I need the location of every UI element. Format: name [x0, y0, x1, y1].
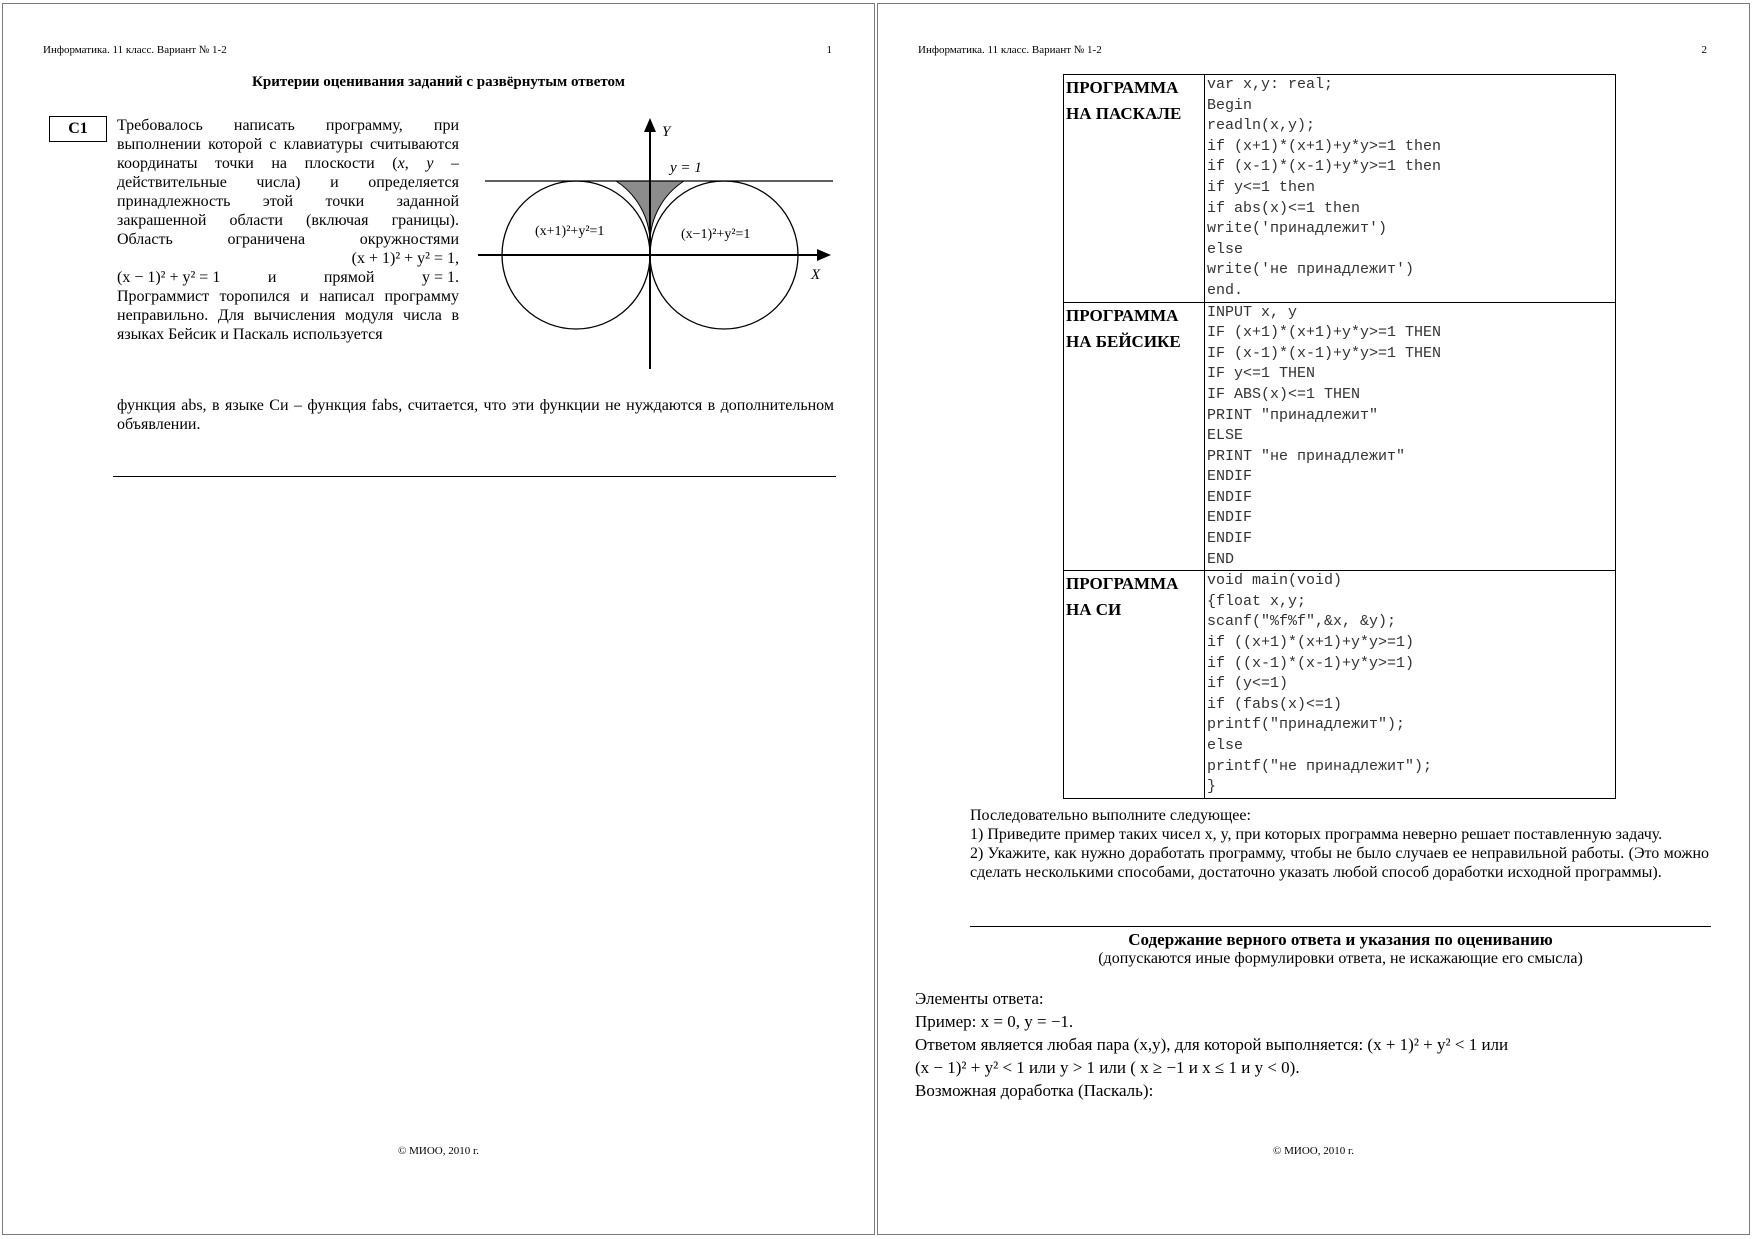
x-axis-arrow — [817, 249, 831, 261]
lang-label: ПРОГРАММА НА БЕЙСИКЕ — [1064, 302, 1205, 571]
elements-label: Элементы ответа: — [915, 989, 1044, 1008]
divider — [113, 476, 836, 477]
instructions-intro: Последовательно выполните следующее: — [970, 807, 1251, 824]
x-axis-label: X — [811, 267, 821, 283]
instructions — [970, 806, 1709, 882]
lang-label: ПРОГРАММА НА СИ — [1064, 571, 1205, 799]
line-label: y = 1 — [670, 160, 702, 176]
y-axis-label: Y — [662, 124, 671, 140]
y-axis-arrow — [644, 118, 656, 132]
answer-body — [915, 987, 1712, 1102]
page-number: 2 — [1701, 44, 1707, 56]
code-block: void main(void) {float x,y; scanf("%f%f",&x, &y); if ((x+1)*(x+1)+y*y>=1) if ((x-1)*(x-1)+y*y>=1) if (y<=1) if (fabs(x)<=1) printf("принадлежит"); else printf("не принадлежит"); } — [1205, 571, 1616, 799]
equation-circle-2: (x − 1)² + y² = 1 — [117, 269, 221, 286]
answer-title: Содержание верного ответа и указания по оцениванию — [1128, 930, 1553, 949]
answer-line-2: (x − 1)² + y² < 1 или y > 1 или ( x ≥ −1 и x ≤ 1 и y < 0). — [915, 1058, 1300, 1077]
divider — [970, 926, 1711, 927]
program-row-pascal — [1064, 75, 1616, 303]
answer-subtitle: (допускаются иные формулировки ответа, не искажающие его смысла) — [1098, 950, 1583, 967]
program-row-c — [1064, 571, 1616, 799]
instruction-1: 1) Приведите пример таких чисел x, y, при которых программа неверно решает поставленную задачу. — [970, 826, 1663, 843]
page-footer: © МИОО, 2010 г. — [398, 1145, 479, 1157]
page-1 — [2, 3, 875, 1235]
instruction-2: 2) Укажите, как нужно доработать программу, чтобы не было случаев ее неправильной работы. (Это можно сделать несколькими способами, достаточно указать любой способ доработки исходной программы). — [970, 845, 1709, 881]
equation-line: y = 1. — [421, 269, 459, 286]
answer-example: Пример: x = 0, y = −1. — [915, 1012, 1074, 1031]
program-row-basic — [1064, 302, 1616, 571]
region-graph — [473, 114, 833, 374]
code-block: INPUT x, y IF (x+1)*(x+1)+y*y>=1 THEN IF (x-1)*(x-1)+y*y>=1 THEN IF y<=1 THEN IF ABS(x)<=1 THEN PRINT "принадлежит" ELSE PRINT "не принадлежит" ENDIF ENDIF ENDIF ENDIF END — [1205, 302, 1616, 571]
circle-right-label: (x−1)²+y²=1 — [681, 227, 751, 242]
circle-left-label: (x+1)²+y²=1 — [535, 224, 605, 239]
page-2 — [877, 3, 1750, 1235]
equation-row: (x − 1)² + y² = 1 и прямой y = 1. — [117, 269, 459, 286]
lang-label: ПРОГРАММА НА ПАСКАЛЕ — [1064, 75, 1205, 303]
page-header-title: Информатика. 11 класс. Вариант № 1-2 — [43, 44, 227, 56]
code-block: var x,y: real; Begin readln(x,y); if (x+1)*(x+1)+y*y>=1 then if (x-1)*(x-1)+y*y>=1 then if y<=1 then if abs(x)<=1 then write('принадлежит') else write('не принадлежит') end. — [1205, 75, 1616, 303]
equation-circle-1: (x + 1)² + y² = 1, — [351, 250, 459, 267]
page-header-title: Информатика. 11 класс. Вариант № 1-2 — [918, 44, 1102, 56]
task-label: С1 — [49, 116, 107, 142]
programs-table — [1063, 74, 1616, 799]
possible-fix: Возможная доработка (Паскаль): — [915, 1081, 1154, 1100]
page-footer: © МИОО, 2010 г. — [1273, 1145, 1354, 1157]
page-number: 1 — [826, 44, 832, 56]
task-text-tail: функция abs, в языке Си – функция fabs, считается, что эти функции не нуждаются в дополнительном объявлении. — [117, 397, 834, 433]
answer-line-1: Ответом является любая пара (x,y), для которой выполняется: (x + 1)² + y² < 1 или — [915, 1035, 1509, 1054]
criteria-title: Критерии оценивания заданий с развёрнутым ответом — [252, 74, 625, 90]
task-text: Требовалось написать программу, при выполнении которой с клавиатуры считываются координаты точки на плоскости (x, y – действительные числа) и определяется принадлежность этой точки заданной закрашенной области (включая границы). Область ограничена окружностями (x + 1)² + y² = 1, (x − 1)² + y² = 1 и прямой y = 1. Программист торопился и написал программу неправильно. Для вычисления модуля числа в языках Бейсик и Паскаль используется — [117, 117, 460, 343]
